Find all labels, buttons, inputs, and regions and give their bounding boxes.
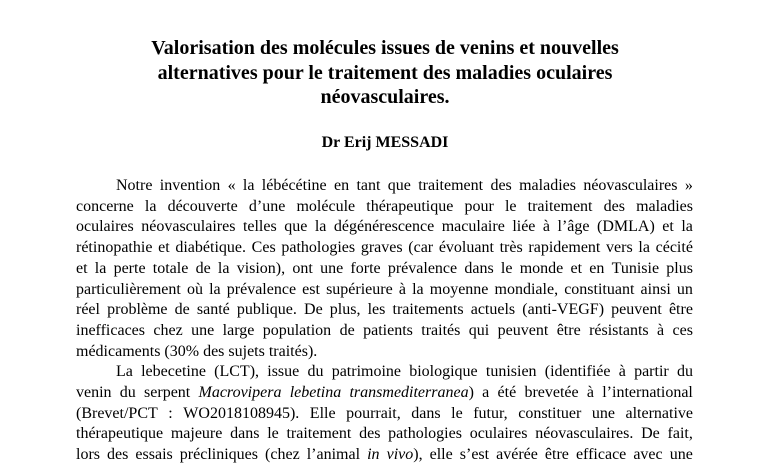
- word: brevetée: [524, 384, 579, 402]
- word: néovasculaires: [141, 218, 236, 236]
- word: supérieure: [326, 280, 393, 298]
- word: une: [191, 321, 215, 339]
- word: à: [542, 218, 551, 236]
- word: ),: [413, 446, 423, 464]
- text-line: [76, 362, 693, 383]
- word: alternative: [625, 404, 693, 422]
- word: de: [339, 321, 355, 339]
- word: pathologies: [281, 239, 356, 257]
- word: publique.: [236, 301, 297, 319]
- word: à: [657, 321, 665, 339]
- word: qui: [468, 321, 490, 339]
- italic-word: transmediterranea: [349, 384, 469, 402]
- word: en: [333, 177, 350, 194]
- word: (DMLA): [597, 218, 655, 236]
- word: médicaments: [76, 342, 161, 360]
- word: des: [490, 177, 512, 194]
- word: un: [676, 280, 693, 298]
- document-title: [60, 36, 710, 110]
- word: de: [174, 301, 190, 319]
- word: être: [668, 301, 693, 319]
- word: l’âge: [557, 218, 590, 236]
- word: rétinopathie: [76, 239, 153, 257]
- word: les: [367, 301, 386, 319]
- word: tant: [356, 177, 381, 194]
- word: s’est: [459, 446, 490, 464]
- word: cécité: [655, 239, 693, 257]
- word: patients: [363, 321, 413, 339]
- text-line: [76, 280, 693, 301]
- word: ces: [672, 321, 693, 339]
- word: en: [589, 259, 605, 277]
- word: molécule: [296, 197, 356, 215]
- word: (LCT),: [214, 363, 260, 381]
- word: forte: [350, 259, 381, 277]
- word: perte: [113, 259, 146, 277]
- word: santé: [196, 301, 230, 319]
- word: être: [544, 446, 569, 464]
- author-name: Dr Erij MESSADI: [321, 134, 449, 151]
- word: être: [556, 321, 581, 339]
- text-line: [76, 383, 693, 404]
- word: issue: [267, 363, 300, 381]
- word: ont: [292, 259, 313, 277]
- word: le: [451, 404, 463, 422]
- word: des: [603, 197, 625, 215]
- word: majeure: [170, 425, 223, 443]
- text-line: [76, 259, 693, 280]
- word: (identifiée: [544, 363, 611, 381]
- word: a: [482, 384, 490, 402]
- word: du: [307, 363, 324, 381]
- word: prévalence: [387, 259, 458, 277]
- word: où: [186, 280, 203, 298]
- word: néovasculaires.: [535, 425, 634, 443]
- word: concerne: [76, 197, 134, 215]
- word: à: [618, 363, 626, 381]
- word: la: [314, 218, 327, 236]
- word: la: [144, 197, 157, 215]
- word: maladies: [636, 197, 693, 215]
- word: des: [203, 342, 225, 360]
- word: est: [302, 280, 320, 298]
- word: venin: [76, 384, 112, 402]
- word: graves: [360, 239, 403, 257]
- word: à: [398, 280, 406, 298]
- word: oculaires: [76, 218, 134, 236]
- word: découverte: [167, 197, 238, 215]
- italic-word: Macrovipera: [198, 384, 282, 402]
- text-line: [76, 342, 693, 363]
- word: résistants: [589, 321, 649, 339]
- word: population: [262, 321, 332, 339]
- word: pourrait,: [346, 404, 401, 422]
- word: ): [468, 384, 474, 402]
- word: :: [168, 404, 173, 422]
- text-line: [76, 176, 693, 197]
- word: mondiale,: [494, 280, 559, 298]
- word: pour: [464, 197, 494, 215]
- word: de: [195, 259, 211, 277]
- title-line: Valorisation des molécules issues de venins et nouvelles: [151, 37, 619, 59]
- word: ainsi: [640, 280, 671, 298]
- word: rapidement: [528, 239, 601, 257]
- word: des: [359, 425, 381, 443]
- word: maculaire: [441, 218, 505, 236]
- word: plus,: [329, 301, 361, 319]
- word: à: [586, 384, 594, 402]
- word: d’une: [248, 197, 286, 215]
- word: invention: [159, 177, 221, 194]
- text-line: [76, 424, 693, 445]
- word: l’international: [602, 384, 693, 402]
- text-line: [76, 217, 693, 238]
- word: la: [681, 218, 693, 236]
- word: traitement: [418, 177, 484, 194]
- word: la: [94, 259, 107, 277]
- word: traitements: [392, 301, 464, 319]
- word: inefficaces: [76, 321, 145, 339]
- word: le: [504, 197, 517, 215]
- word: dans: [411, 404, 441, 422]
- word: tunisien: [485, 363, 537, 381]
- text-line: [76, 404, 693, 425]
- word: vers: [606, 239, 633, 257]
- word: [349, 383, 473, 404]
- word: traitement: [527, 197, 593, 215]
- word: traitement: [286, 425, 352, 443]
- word: plus: [666, 259, 693, 277]
- word: oculaires: [469, 425, 528, 443]
- word: telles: [242, 218, 277, 236]
- word: (chez: [265, 446, 300, 464]
- word: elle: [429, 446, 453, 464]
- text-line: [76, 197, 693, 218]
- word: vision),: [236, 259, 286, 277]
- word: «: [227, 177, 236, 194]
- word: lébécétine: [261, 177, 327, 194]
- word: constituer: [518, 404, 582, 422]
- document-body: [76, 176, 693, 466]
- word: De: [641, 425, 660, 443]
- word: et: [158, 239, 170, 257]
- word: avec: [633, 446, 663, 464]
- word: sujets: [228, 342, 265, 360]
- word: du: [676, 363, 693, 381]
- word: très: [499, 239, 523, 257]
- word: large: [222, 321, 255, 339]
- word: La: [116, 363, 133, 381]
- word: traités).: [268, 342, 318, 360]
- word: évoluant: [438, 239, 494, 257]
- word: lors: [76, 446, 100, 464]
- word: thérapeutique: [76, 425, 164, 443]
- word: précliniques: [179, 446, 258, 464]
- word: peuvent: [611, 301, 662, 319]
- word: particulièrement: [76, 280, 181, 298]
- word: (30%: [164, 342, 200, 360]
- word: totale: [152, 259, 189, 277]
- word: avérée: [496, 446, 538, 464]
- word: (car: [408, 239, 434, 257]
- word: que: [387, 177, 411, 194]
- word: l’animal: [306, 446, 361, 464]
- word: [387, 445, 423, 466]
- word: prévalence: [226, 280, 297, 298]
- italic-word: vivo: [386, 446, 414, 464]
- word: lebecetine: [141, 363, 206, 381]
- word: De: [304, 301, 323, 319]
- word: monde: [519, 259, 564, 277]
- word: Tunisie: [611, 259, 660, 277]
- word: dans: [464, 259, 494, 277]
- word: partir: [634, 363, 669, 381]
- word: la: [209, 280, 221, 298]
- text-line: [76, 445, 693, 466]
- word: essais: [135, 446, 173, 464]
- word: dans: [230, 425, 260, 443]
- word: problème: [107, 301, 168, 319]
- text-line: [76, 300, 693, 321]
- word: constituant: [564, 280, 635, 298]
- italic-word: lebetina: [289, 384, 342, 402]
- word: WO2018108945).: [183, 404, 300, 422]
- word: patrimoine: [331, 363, 401, 381]
- word: dégénérescence: [333, 218, 435, 236]
- italic-word: in: [367, 446, 380, 464]
- word: (Brevet/PCT: [76, 404, 158, 422]
- word: et: [570, 259, 583, 277]
- word: la: [412, 280, 424, 298]
- word: la: [217, 259, 230, 277]
- word: diabétique.: [175, 239, 246, 257]
- title-line: néovasculaires.: [320, 86, 450, 108]
- text-line: [76, 238, 693, 259]
- word: maladies: [519, 177, 576, 194]
- word: moyenne: [429, 280, 489, 298]
- word: du: [119, 384, 136, 402]
- word: et: [662, 218, 674, 236]
- word: néovasculaires: [583, 177, 678, 194]
- word: fait,: [667, 425, 693, 443]
- word: peuvent: [497, 321, 549, 339]
- word: chez: [153, 321, 183, 339]
- word: que: [284, 218, 308, 236]
- word: des: [107, 446, 129, 464]
- word: le: [267, 425, 279, 443]
- word: actuels: [470, 301, 516, 319]
- word: une: [591, 404, 615, 422]
- word: biologique: [409, 363, 478, 381]
- word: la: [242, 177, 255, 194]
- word: et: [76, 259, 88, 277]
- word: pathologies: [388, 425, 462, 443]
- word: réel: [76, 301, 100, 319]
- word: Ces: [251, 239, 276, 257]
- word: (anti-VEGF): [522, 301, 605, 319]
- word: traités: [421, 321, 461, 339]
- word: Notre: [116, 177, 153, 194]
- word: thérapeutique: [366, 197, 454, 215]
- word: Elle: [309, 404, 336, 422]
- word: une: [320, 259, 344, 277]
- word: une: [669, 446, 693, 464]
- word: été: [497, 384, 517, 402]
- word: serpent: [144, 384, 191, 402]
- title-line: alternatives pour le traitement des maladies oculaires: [157, 61, 613, 84]
- word: la: [638, 239, 650, 257]
- word: liée: [512, 218, 536, 236]
- word: futur,: [473, 404, 508, 422]
- word: le: [500, 259, 513, 277]
- word: efficace: [575, 446, 627, 464]
- text-line: [76, 321, 693, 342]
- word: »: [684, 177, 693, 194]
